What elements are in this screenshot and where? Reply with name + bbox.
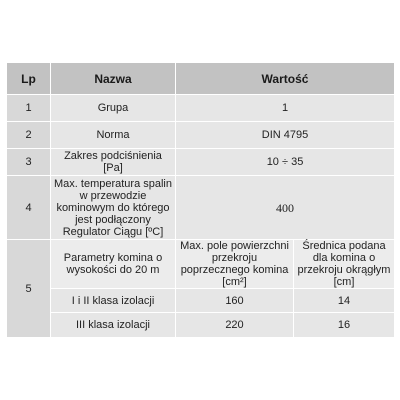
table-header-row: [7, 63, 395, 95]
col-diameter-header: Średnica podana dla komina o przekroju okrągłym [cm]: [294, 240, 395, 289]
insulation-class-label: I i II klasa izolacji: [51, 289, 176, 313]
table-row: [7, 176, 395, 240]
row-value: 1: [176, 95, 395, 122]
table-row: [7, 95, 395, 122]
row-name: Grupa: [51, 95, 176, 122]
row-name: Norma: [51, 122, 176, 149]
row-value: DIN 4795: [176, 122, 395, 149]
diameter-value: 14: [294, 289, 395, 313]
col-area-header: Max. pole powierzchni przekroju poprzecznego komina [cm²]: [176, 240, 294, 289]
row-lp: 3: [7, 149, 51, 176]
table-row: [7, 313, 395, 338]
row-name: Zakres podciśnienia [Pa]: [51, 149, 176, 176]
diameter-value: 16: [294, 313, 395, 338]
table-row: [7, 149, 395, 176]
area-value: 220: [176, 313, 294, 338]
row-lp: 5: [7, 240, 51, 338]
header-value: Wartość: [176, 63, 395, 95]
table-row: [7, 240, 395, 289]
area-value: 160: [176, 289, 294, 313]
row-lp: 1: [7, 95, 51, 122]
insulation-class-label: III klasa izolacji: [51, 313, 176, 338]
chimney-params-label: Parametry komina o wysokości do 20 m: [51, 240, 176, 289]
row-lp: 4: [7, 176, 51, 240]
table-row: [7, 289, 395, 313]
row-value: 10 ÷ 35: [176, 149, 395, 176]
table-row: [7, 122, 395, 149]
row-name: Max. temperatura spalin w przewodzie kominowym do którego jest podłączony Regulator Ciągu [ºC]: [51, 176, 176, 240]
spec-table: [6, 62, 395, 338]
header-lp: Lp: [7, 63, 51, 95]
row-lp: 2: [7, 122, 51, 149]
row-value: 400: [176, 176, 395, 240]
header-name: Nazwa: [51, 63, 176, 95]
